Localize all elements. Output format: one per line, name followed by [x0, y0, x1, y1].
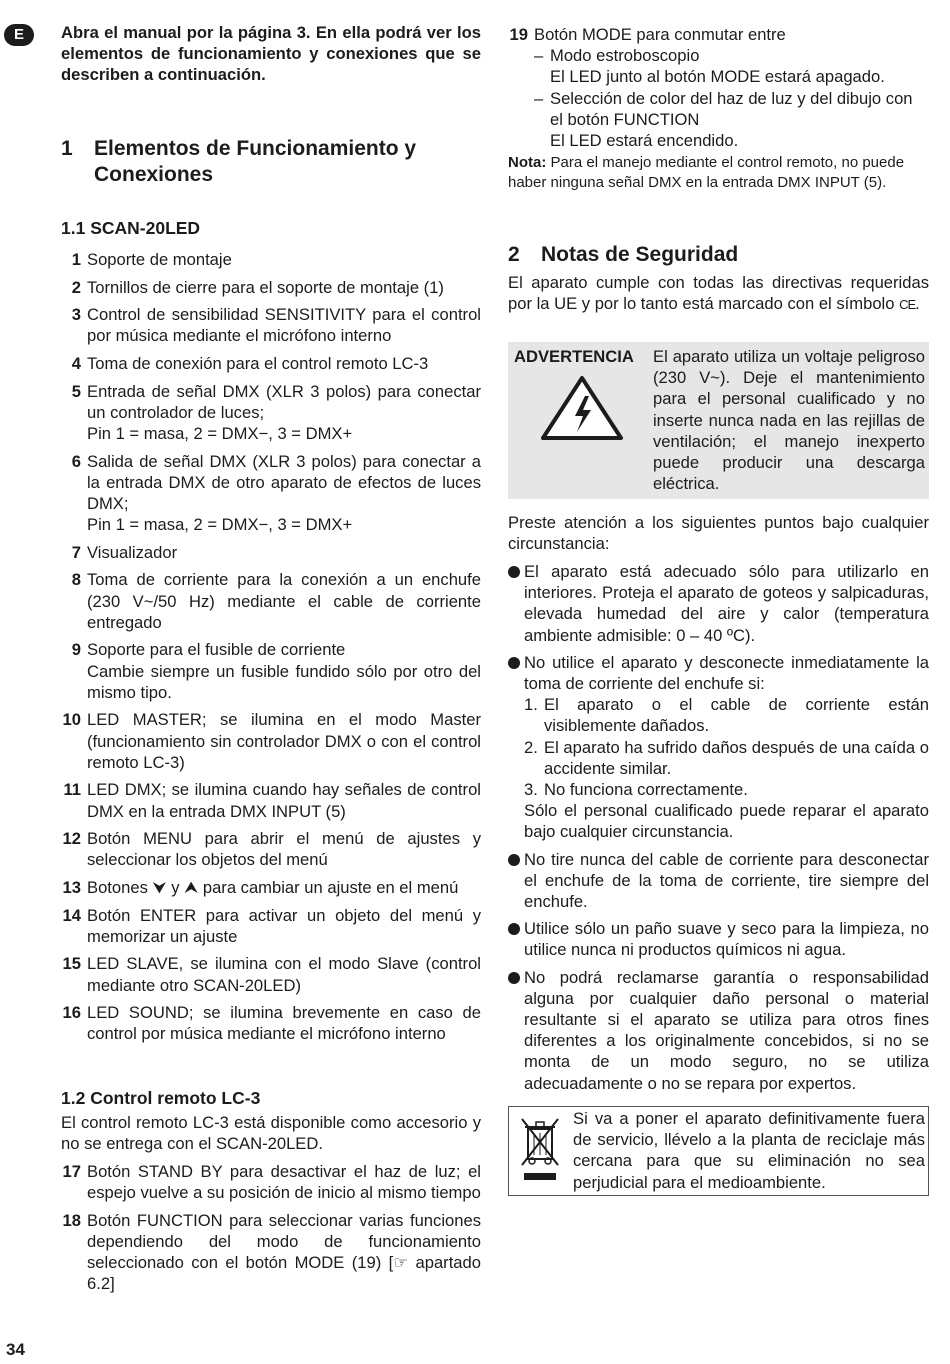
high-voltage-warning-icon	[539, 374, 625, 442]
item-number: 17	[62, 1162, 81, 1181]
control-item	[61, 905, 481, 947]
item-text: Salida de señal DMX (XLR 3 polos) para conectar a la entrada DMX de otro aparato de efectos de luces DMX;	[87, 451, 481, 513]
item-text: LED SOUND; se ilumina brevemente en caso de control por música mediante el micrófono interno	[87, 1003, 481, 1044]
control-item	[61, 828, 481, 870]
item-text: Toma de corriente para la conexión a un enchufe (230 V~/50 Hz) mediante el cable de corriente entregado	[87, 570, 481, 632]
control-item	[61, 1161, 481, 1203]
control-list-1-2	[61, 1161, 481, 1301]
item-text: Botones ⮟ y ⮝ para cambiar un ajuste en el menú	[87, 877, 459, 897]
section-1-title: Elementos de Funcionamiento y Conexiones	[94, 137, 417, 186]
item-text: Botón ENTER para activar un objeto del menú y memorizar un ajuste	[87, 905, 481, 946]
section-1-heading	[61, 136, 481, 188]
note-text: Para el manejo mediante el control remoto, no puede haber ninguna señal DMX en la entrada DMX INPUT (5).	[508, 154, 905, 192]
condition-list	[524, 694, 929, 800]
safety-bullet-2	[508, 652, 929, 843]
control-item	[61, 1002, 481, 1044]
dash-bullet: –	[534, 46, 544, 66]
item-number: 9	[71, 640, 81, 660]
safety-bullet-4	[508, 918, 929, 960]
section-2-intro	[508, 272, 929, 315]
item-number: 2	[71, 277, 81, 297]
control-item	[61, 304, 481, 346]
control-item	[61, 353, 481, 374]
condition-text: No funciona correctamente.	[544, 780, 748, 800]
section-2-heading	[508, 242, 929, 268]
warning-label: ADVERTENCIA	[514, 347, 634, 366]
warning-text: El aparato utiliza un voltaje peligroso (230 V~). Deje el mantenimiento para el personal cualificado y no inserte nunca nada en las rejillas de ventilación; el manejo inexperto puede producir una descarga eléctrica.	[653, 347, 925, 494]
bullet-dot	[508, 972, 520, 984]
control-item	[61, 877, 481, 898]
bullet-text: Utilice sólo un paño suave y seco para la limpieza, no utilice nunca ni productos químicos ni agua.	[524, 919, 929, 960]
bullet-dot	[508, 657, 520, 669]
ce-mark: CE	[899, 297, 916, 313]
subsection-1-1-heading: 1.1 SCAN-20LED	[61, 218, 201, 238]
note-label: Nota:	[508, 154, 547, 172]
condition-text: El aparato o el cable de corriente están visiblemente dañados.	[544, 695, 929, 736]
control-item	[61, 277, 481, 298]
control-item	[61, 953, 481, 995]
control-item	[61, 451, 481, 536]
item-19-block	[508, 24, 929, 193]
condition-text: El aparato ha sufrido daños después de una caída o accidente similar.	[544, 737, 929, 778]
item-text: Botón MENU para abrir el menú de ajustes y seleccionar los objetos del menú	[87, 829, 481, 870]
conditions-after: Sólo el personal cualificado puede reparar el aparato bajo cualquier circunstancia.	[524, 801, 929, 842]
item-text: Visualizador	[87, 542, 178, 562]
safety-bullet-1	[508, 561, 929, 646]
recycling-text: Si va a poner el aparato definitivamente fuera de servicio, llévelo a la planta de reciclaje más cercana para que su eliminación no sea perjudicial para el medioambiente.	[573, 1109, 925, 1192]
note	[508, 153, 929, 193]
bullet-dot	[508, 923, 520, 935]
section-2-intro-text: El aparato cumple con todas las directivas requeridas por la UE y por lo tanto está marcado con el símbolo	[508, 273, 929, 314]
dash-bullet: –	[534, 88, 544, 108]
item-text: Toma de conexión para el control remoto LC-3	[87, 353, 429, 373]
item-text: Botón STAND BY para desactivar el haz de luz; el espejo vuelve a su posición de inicio al mismo tiempo	[87, 1162, 481, 1203]
period: .	[915, 294, 920, 314]
crossed-out-bin-icon	[518, 1115, 562, 1185]
mode-option-1-note: El LED junto al botón MODE estará apagado.	[550, 67, 885, 87]
control-item	[61, 249, 481, 270]
item-number: 15	[62, 954, 81, 974]
item-text: Control de sensibilidad SENSITIVITY para el control por música mediante el micrófono interno	[87, 305, 481, 346]
item-text: LED SLAVE, se ilumina con el modo Slave (control mediante otro SCAN-20LED)	[87, 954, 481, 995]
item-19-text: Botón MODE para conmutar entre	[534, 25, 786, 44]
control-list-1-1	[61, 249, 481, 1051]
item-number: 1	[71, 250, 81, 269]
condition-item	[524, 694, 929, 736]
condition-item	[524, 737, 929, 779]
item-number: 4	[71, 353, 81, 373]
item-number: 14	[62, 905, 81, 925]
item-text: Botón FUNCTION para seleccionar varias funciones dependiendo del modo de funcionamiento seleccionado con el botón MODE (19) [☞ apartado 6.2]	[87, 1210, 481, 1294]
mode-option-2: Selección de color del haz de luz y del dibujo con el botón FUNCTION	[550, 88, 913, 129]
bullet-text: El aparato está adecuado sólo para utilizarlo en interiores. Proteja el aparato de goteos y salpicaduras, elevada humedad del aire y calor (temperatura ambiente admisible: 0 – 40 ºC).	[524, 562, 929, 645]
control-item	[61, 639, 481, 703]
item-text: Soporte de montaje	[87, 250, 232, 269]
condition-number: 3.	[524, 780, 538, 800]
item-number: 11	[63, 780, 81, 800]
section-2-number: 2	[508, 243, 520, 266]
subsection-1-2-intro: El control remoto LC-3 está disponible como accesorio y no se entrega con el SCAN-20LED.	[61, 1113, 481, 1154]
item-text: Entrada de señal DMX (XLR 3 polos) para conectar un controlador de luces;	[87, 381, 481, 422]
section-2-title: Notas de Seguridad	[541, 243, 739, 266]
item-number: 8	[71, 570, 81, 590]
item-number: 7	[71, 542, 81, 562]
bullet-text: No utilice el aparato y desconecte inmediatamente la toma de corriente del enchufe si:	[524, 652, 929, 694]
section-1-number: 1	[61, 137, 73, 160]
mode-option-2-note: El LED estará encendido.	[550, 131, 739, 151]
safety-bullets	[508, 561, 929, 1100]
control-item	[61, 381, 481, 445]
item-number: 16	[62, 1003, 81, 1023]
item-number: 3	[71, 305, 81, 325]
item-number: 13	[62, 877, 81, 897]
page-number: 34	[6, 1340, 25, 1359]
language-badge: E	[4, 24, 34, 46]
item-text: Soporte para el fusible de corriente	[87, 640, 346, 660]
safety-bullet-3	[508, 849, 929, 913]
attention-paragraph: Preste atención a los siguientes puntos bajo cualquier circunstancia:	[508, 513, 929, 554]
item-number: 12	[62, 829, 81, 849]
control-item	[61, 542, 481, 563]
safety-bullet-5	[508, 967, 929, 1094]
item-extra: Pin 1 = masa, 2 = DMX−, 3 = DMX+	[87, 515, 353, 535]
item-number: 6	[71, 451, 81, 471]
condition-number: 1.	[524, 695, 538, 715]
item-text: Tornillos de cierre para el soporte de montaje (1)	[87, 277, 444, 297]
item-extra: Pin 1 = masa, 2 = DMX−, 3 = DMX+	[87, 423, 353, 443]
bullet-text: No tire nunca del cable de corriente para desconectar el enchufe de la toma de corriente, tire siempre del enchufe.	[524, 849, 929, 912]
bullet-dot	[508, 854, 520, 866]
control-item	[61, 1210, 481, 1295]
item-text: LED DMX; se ilumina cuando hay señales de control DMX en la entrada DMX INPUT (5)	[87, 780, 481, 821]
bullet-text: No podrá reclamarse garantía o responsabilidad alguna por cualquier daño personal o material resultante si el aparato se utiliza para otros fines diferentes a los originalmente concebidos, si no se monta de un modo seguro, no se utiliza adecuadamente o no se repara por expertos.	[524, 967, 929, 1093]
item-number: 19	[509, 25, 528, 44]
item-extra: Cambie siempre un fusible fundido sólo por otro del mismo tipo.	[87, 661, 481, 702]
condition-number: 2.	[524, 737, 538, 757]
control-item	[61, 779, 481, 821]
item-text: LED MASTER; se ilumina en el modo Master (funcionamiento sin controlador DMX o con el control remoto LC-3)	[87, 710, 481, 772]
subsection-1-2-heading: 1.2 Control remoto LC-3	[61, 1088, 261, 1108]
item-number: 10	[62, 710, 81, 730]
mode-option-1: Modo estroboscopio	[550, 46, 700, 66]
bullet-dot	[508, 566, 520, 578]
item-number: 18	[62, 1210, 81, 1230]
control-item	[61, 569, 481, 633]
intro-paragraph: Abra el manual por la página 3. En ella podrá ver los elementos de funcionamiento y conexiones que se describen a continuación.	[61, 23, 481, 85]
condition-item	[524, 779, 929, 800]
item-number: 5	[71, 381, 81, 401]
control-item	[61, 709, 481, 773]
